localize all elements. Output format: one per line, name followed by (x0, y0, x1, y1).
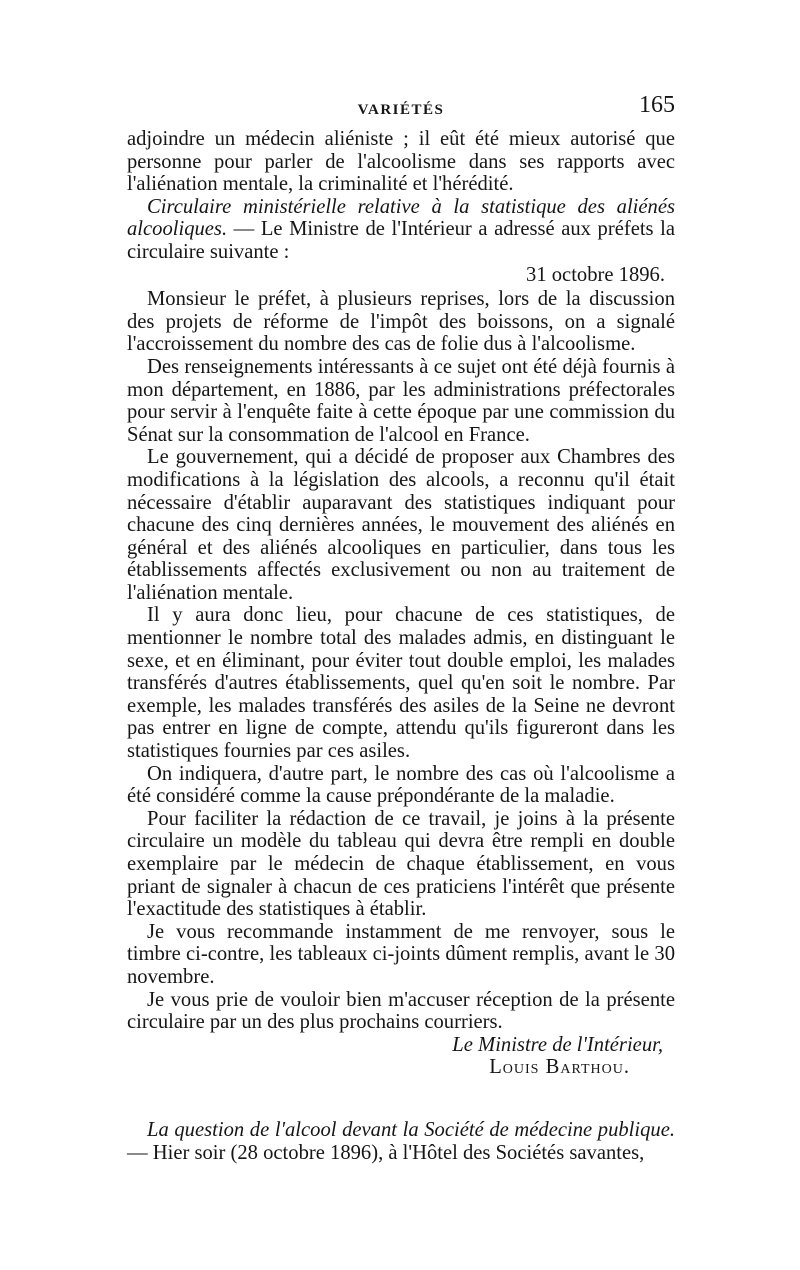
paragraph: Monsieur le préfet, à plusieurs reprises, lors de la discussion des projets de réforme de l'impôt des boissons, on a signalé l'accroissement du nombre des cas de folie dus à l'alcoolisme. (127, 288, 675, 356)
paragraph-continued: adjoindre un médecin aliéniste ; il eût été mieux autorisé que personne pour parler de l'alcoolisme dans ses rapports avec l'aliénation mentale, la criminalité et l'hérédité. (127, 128, 675, 196)
paragraph: Il y aura donc lieu, pour chacune de ces statistiques, de mentionner le nombre total des malades admis, en distinguant le sexe, et en éliminant, pour éviter tout double emploi, les malades transférés d'autres établissements, quel qu'en soit le nombre. Par exemple, les malades transférés des asiles de la Seine ne devront pas entrer en ligne de compte, attendu qu'ils figureront dans les statistiques fournies par ces asiles. (127, 604, 675, 763)
paragraph: Je vous prie de vouloir bien m'accuser réception de la présente circulaire par un des plus prochains courriers. (127, 988, 675, 1034)
paragraph: Pour faciliter la rédaction de ce travail, je joins à la présente circulaire un modèle du tableau qui devra être rempli en double exemplaire par le médecin de chaque établissement, en vous priant de signaler à chacun de ces praticiens l'intérêt que présente l'exactitude des statistiques à établir. (127, 807, 675, 921)
section-gap (127, 1079, 675, 1119)
paragraph: Des renseignements intéressants à ce sujet ont été déjà fournis à mon département, en 1886, par les administrations préfectorales pour servir à l'enquête faite à cette époque par une commission du Sénat sur la consommation de l'alcool en France. (127, 355, 675, 446)
paragraph: Je vous recommande instamment de me renvoyer, sous le timbre ci-contre, les tableaux ci-joints dûment remplis, avant le 30 novembre. (127, 920, 675, 988)
page-header (127, 88, 675, 128)
section-title-alcool: La question de l'alcool devant la Société de médecine publique. (147, 1118, 675, 1141)
paragraph-text: — Hier soir (28 octobre 1896), à l'Hôtel des Sociétés savantes, (127, 1141, 645, 1164)
paragraph-alcool-societe (127, 1119, 675, 1164)
signer-name: Louis Barthou. (489, 1056, 630, 1079)
signature-title: Le Ministre de l'Intérieur, (452, 1033, 663, 1056)
letter-date: 31 octobre 1896. (526, 263, 665, 286)
running-head: VARIÉTÉS (357, 102, 445, 118)
paragraph-text: — Le Ministre de l'Intérieur a adressé aux préfets la circulaire suivante : (127, 218, 675, 263)
section-title-circulaire: Circulaire ministérielle relative à la statistique des aliénés alcooliques. (127, 195, 675, 241)
paragraph-circulaire-intro (127, 196, 675, 264)
paragraph: Le gouvernement, qui a décidé de proposer aux Chambres des modifications à la législation des alcools, a reconnu qu'il était nécessaire d'établir auparavant des statistiques indiquant pour chacune des cinq dernières années, le mouvement des aliénés en général et des aliénés alcooliques en particulier, dans tous les établissements affectés exclusivement ou non au traitement de l'aliénation mentale. (127, 446, 675, 604)
book-page (127, 88, 675, 1164)
paragraph: On indiquera, d'autre part, le nombre des cas où l'alcoolisme a été considéré comme la cause prépondérante de la maladie. (127, 762, 675, 808)
page-number: 165 (639, 92, 675, 118)
body-text (127, 128, 675, 1164)
